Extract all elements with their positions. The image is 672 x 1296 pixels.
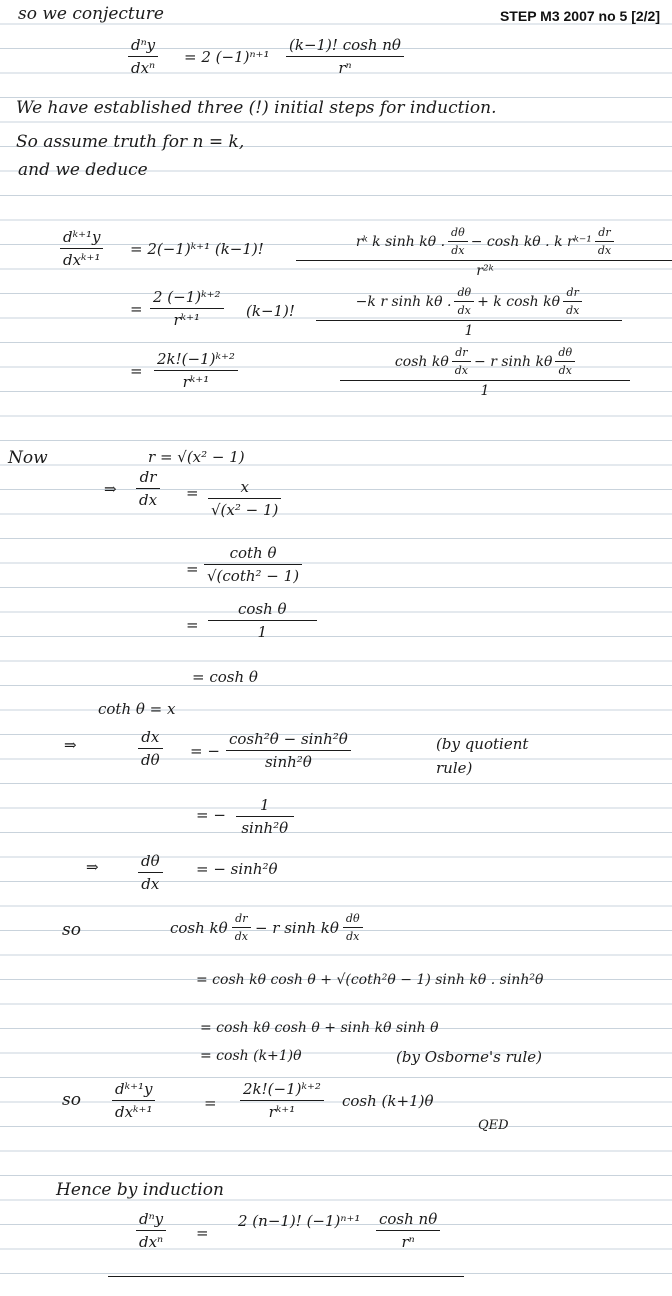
coth-line: coth θ = x — [98, 700, 176, 718]
conjecture-lhs-num: dⁿy — [131, 36, 156, 54]
so-line-1: = cosh kθ cosh θ + √(coth²θ − 1) sinh kθ . sinh²θ — [196, 972, 544, 988]
step2-eq: = — [130, 300, 143, 318]
quotient-2-den: sinh²θ — [241, 819, 289, 837]
step2-coef — [150, 288, 224, 329]
dr: dr — [139, 468, 157, 486]
step3-big-fraction — [340, 346, 630, 399]
dr-dx — [563, 286, 582, 317]
step1-lhs-num: dᵏ⁺¹y — [63, 228, 101, 246]
dtheta: dθ — [345, 912, 360, 925]
dtheta-dx — [343, 912, 363, 943]
dx: dx — [558, 364, 572, 377]
dtheta: dθ — [457, 286, 472, 299]
dtheta-dx — [448, 226, 468, 257]
dx-dtheta — [138, 728, 163, 769]
quotient-num: cosh²θ − sinh²θ — [229, 730, 348, 748]
now-frac-3-den: 1 — [257, 623, 268, 641]
dx: dx — [597, 244, 612, 257]
so-expr-a: cosh kθ — [170, 918, 228, 937]
step2-num-b: + k cosh kθ — [477, 293, 561, 310]
conjecture-lhs-den: dxⁿ — [131, 59, 156, 77]
intro-line-1: so we conjecture — [18, 4, 164, 24]
osborne-note: (by Osborne's rule) — [396, 1048, 542, 1066]
dtheta: dθ — [141, 852, 160, 870]
coth-eq-2: = − — [196, 806, 226, 824]
final-eq: = — [204, 1094, 217, 1112]
now-frac-2 — [204, 544, 302, 585]
conjecture-rhs — [286, 36, 404, 77]
step2-fact: (k−1)! — [246, 302, 295, 320]
dx: dx — [234, 930, 248, 943]
final-rhs-num: 2k!(−1)ᵏ⁺² — [243, 1080, 321, 1098]
dx: dx — [139, 491, 158, 509]
step2-den: 1 — [464, 323, 474, 339]
intro-line-2: We have established three (!) initial steps for induction. — [16, 98, 497, 118]
conclusion-eq: = — [196, 1224, 209, 1242]
step3-coef-num: 2k!(−1)ᵏ⁺² — [157, 350, 235, 368]
dx: dx — [454, 364, 469, 377]
step3-num-a: cosh kθ — [394, 353, 449, 370]
step1-lhs — [60, 228, 103, 269]
quotient-frac-2 — [236, 796, 294, 837]
now-frac-1 — [208, 478, 281, 519]
coth-eq-neg: = − — [190, 742, 220, 760]
quotient-2-num: 1 — [260, 796, 270, 814]
conjecture-mid: = 2 (−1)ⁿ⁺¹ — [184, 48, 270, 66]
dr: dr — [566, 286, 579, 299]
dx: dx — [457, 304, 471, 317]
now-r-line: r = √(x² − 1) — [148, 448, 245, 466]
quotient-den: sinh²θ — [264, 753, 312, 771]
step1-mid: = 2(−1)ᵏ⁺¹ (k−1)! — [130, 240, 264, 258]
conclusion-text: Hence by induction — [56, 1180, 224, 1200]
final-lhs — [112, 1080, 155, 1121]
step1-num-a: rᵏ k sinh kθ . — [355, 233, 446, 250]
dr-dx-lhs — [136, 468, 160, 509]
now-frac-2-num: coth θ — [229, 544, 277, 562]
final-lhs-num: dᵏ⁺¹y — [115, 1080, 153, 1098]
step2-num-a: −k r sinh kθ . — [355, 293, 452, 310]
conclusion-mid: 2 (n−1)! (−1)ⁿ⁺¹ — [238, 1212, 361, 1230]
now-frac-1-num: x — [240, 478, 249, 496]
conjecture-rhs-den: rⁿ — [338, 59, 352, 77]
step2-big-fraction — [316, 286, 622, 339]
page-header: STEP M3 2007 no 5 [2/2] — [499, 8, 660, 24]
now-eq-1: = — [186, 484, 199, 502]
coth-implies: ⇒ — [64, 736, 77, 754]
step3-coef — [154, 350, 238, 391]
conclusion-lhs — [136, 1210, 166, 1251]
now-frac-3-num: cosh θ — [238, 600, 287, 618]
step1-num-b: − cosh kθ . k rᵏ⁻¹ — [470, 233, 592, 250]
step1-den: r²ᵏ — [476, 263, 494, 279]
dr: dr — [598, 226, 611, 239]
conjecture-lhs — [128, 36, 158, 77]
now-result: = cosh θ — [192, 668, 258, 686]
dr: dr — [455, 346, 468, 359]
conclusion-rhs-den: rⁿ — [401, 1233, 415, 1251]
now-label: Now — [8, 448, 48, 468]
now-frac-2-den: √(coth² − 1) — [207, 567, 300, 585]
now-implies: ⇒ — [104, 480, 117, 498]
dtheta: dθ — [451, 226, 465, 239]
final-rhs-den: rᵏ⁺¹ — [268, 1103, 296, 1121]
step3-den: 1 — [480, 383, 490, 399]
dr-dx — [595, 226, 614, 257]
dtheta-dx-lhs — [138, 852, 163, 893]
dx: dx — [566, 304, 580, 317]
dx: dx — [141, 728, 160, 746]
step3-coef-den: rᵏ⁺¹ — [182, 373, 210, 391]
dtheta-dx — [454, 286, 474, 317]
quotient-note: (by quotient rule) — [436, 735, 529, 777]
coth-implies-2: ⇒ — [86, 858, 99, 876]
final-rhs — [240, 1080, 324, 1121]
now-frac-3 — [208, 600, 317, 641]
step1-big-fraction — [296, 226, 672, 279]
dtheta-dx — [555, 346, 575, 377]
intro-line-3: So assume truth for n = k, — [16, 132, 245, 152]
so-expression — [170, 912, 363, 943]
final-lhs-den: dxᵏ⁺¹ — [115, 1103, 153, 1121]
dx: dx — [346, 930, 360, 943]
conclusion-lhs-den: dxⁿ — [139, 1233, 164, 1251]
intro-line-4: and we deduce — [18, 160, 148, 180]
dr: dr — [235, 912, 248, 925]
step2-coef-num: 2 (−1)ᵏ⁺² — [153, 288, 221, 306]
so-label: so — [62, 920, 81, 940]
dtheta: dθ — [558, 346, 573, 359]
dr-dx — [452, 346, 471, 377]
now-frac-1-den: √(x² − 1) — [211, 501, 279, 519]
qed-mark: QED — [478, 1118, 509, 1133]
dr-dx — [232, 912, 251, 943]
dx: dx — [141, 875, 160, 893]
coth-result: = − sinh²θ — [196, 860, 278, 878]
now-eq-2: = — [186, 560, 199, 578]
end-underline — [108, 1276, 464, 1277]
conjecture-rhs-num: (k−1)! cosh nθ — [289, 36, 401, 54]
dx: dx — [451, 244, 465, 257]
step3-eq: = — [130, 362, 143, 380]
step3-num-b: − r sinh kθ — [474, 353, 553, 370]
so-line-2: = cosh kθ cosh θ + sinh kθ sinh θ — [200, 1020, 439, 1036]
quotient-frac — [226, 730, 351, 771]
conclusion-rhs-num: cosh nθ — [379, 1210, 438, 1228]
dtheta: dθ — [141, 751, 160, 769]
now-eq-3: = — [186, 616, 199, 634]
step1-lhs-den: dxᵏ⁺¹ — [63, 251, 101, 269]
step2-coef-den: rᵏ⁺¹ — [173, 311, 201, 329]
final-tail: cosh (k+1)θ — [342, 1092, 434, 1110]
so-expr-b: − r sinh kθ — [254, 918, 339, 937]
conclusion-lhs-num: dⁿy — [139, 1210, 164, 1228]
final-so-label: so — [62, 1090, 81, 1110]
so-line-3: = cosh (k+1)θ — [200, 1048, 302, 1064]
conclusion-rhs — [376, 1210, 440, 1251]
